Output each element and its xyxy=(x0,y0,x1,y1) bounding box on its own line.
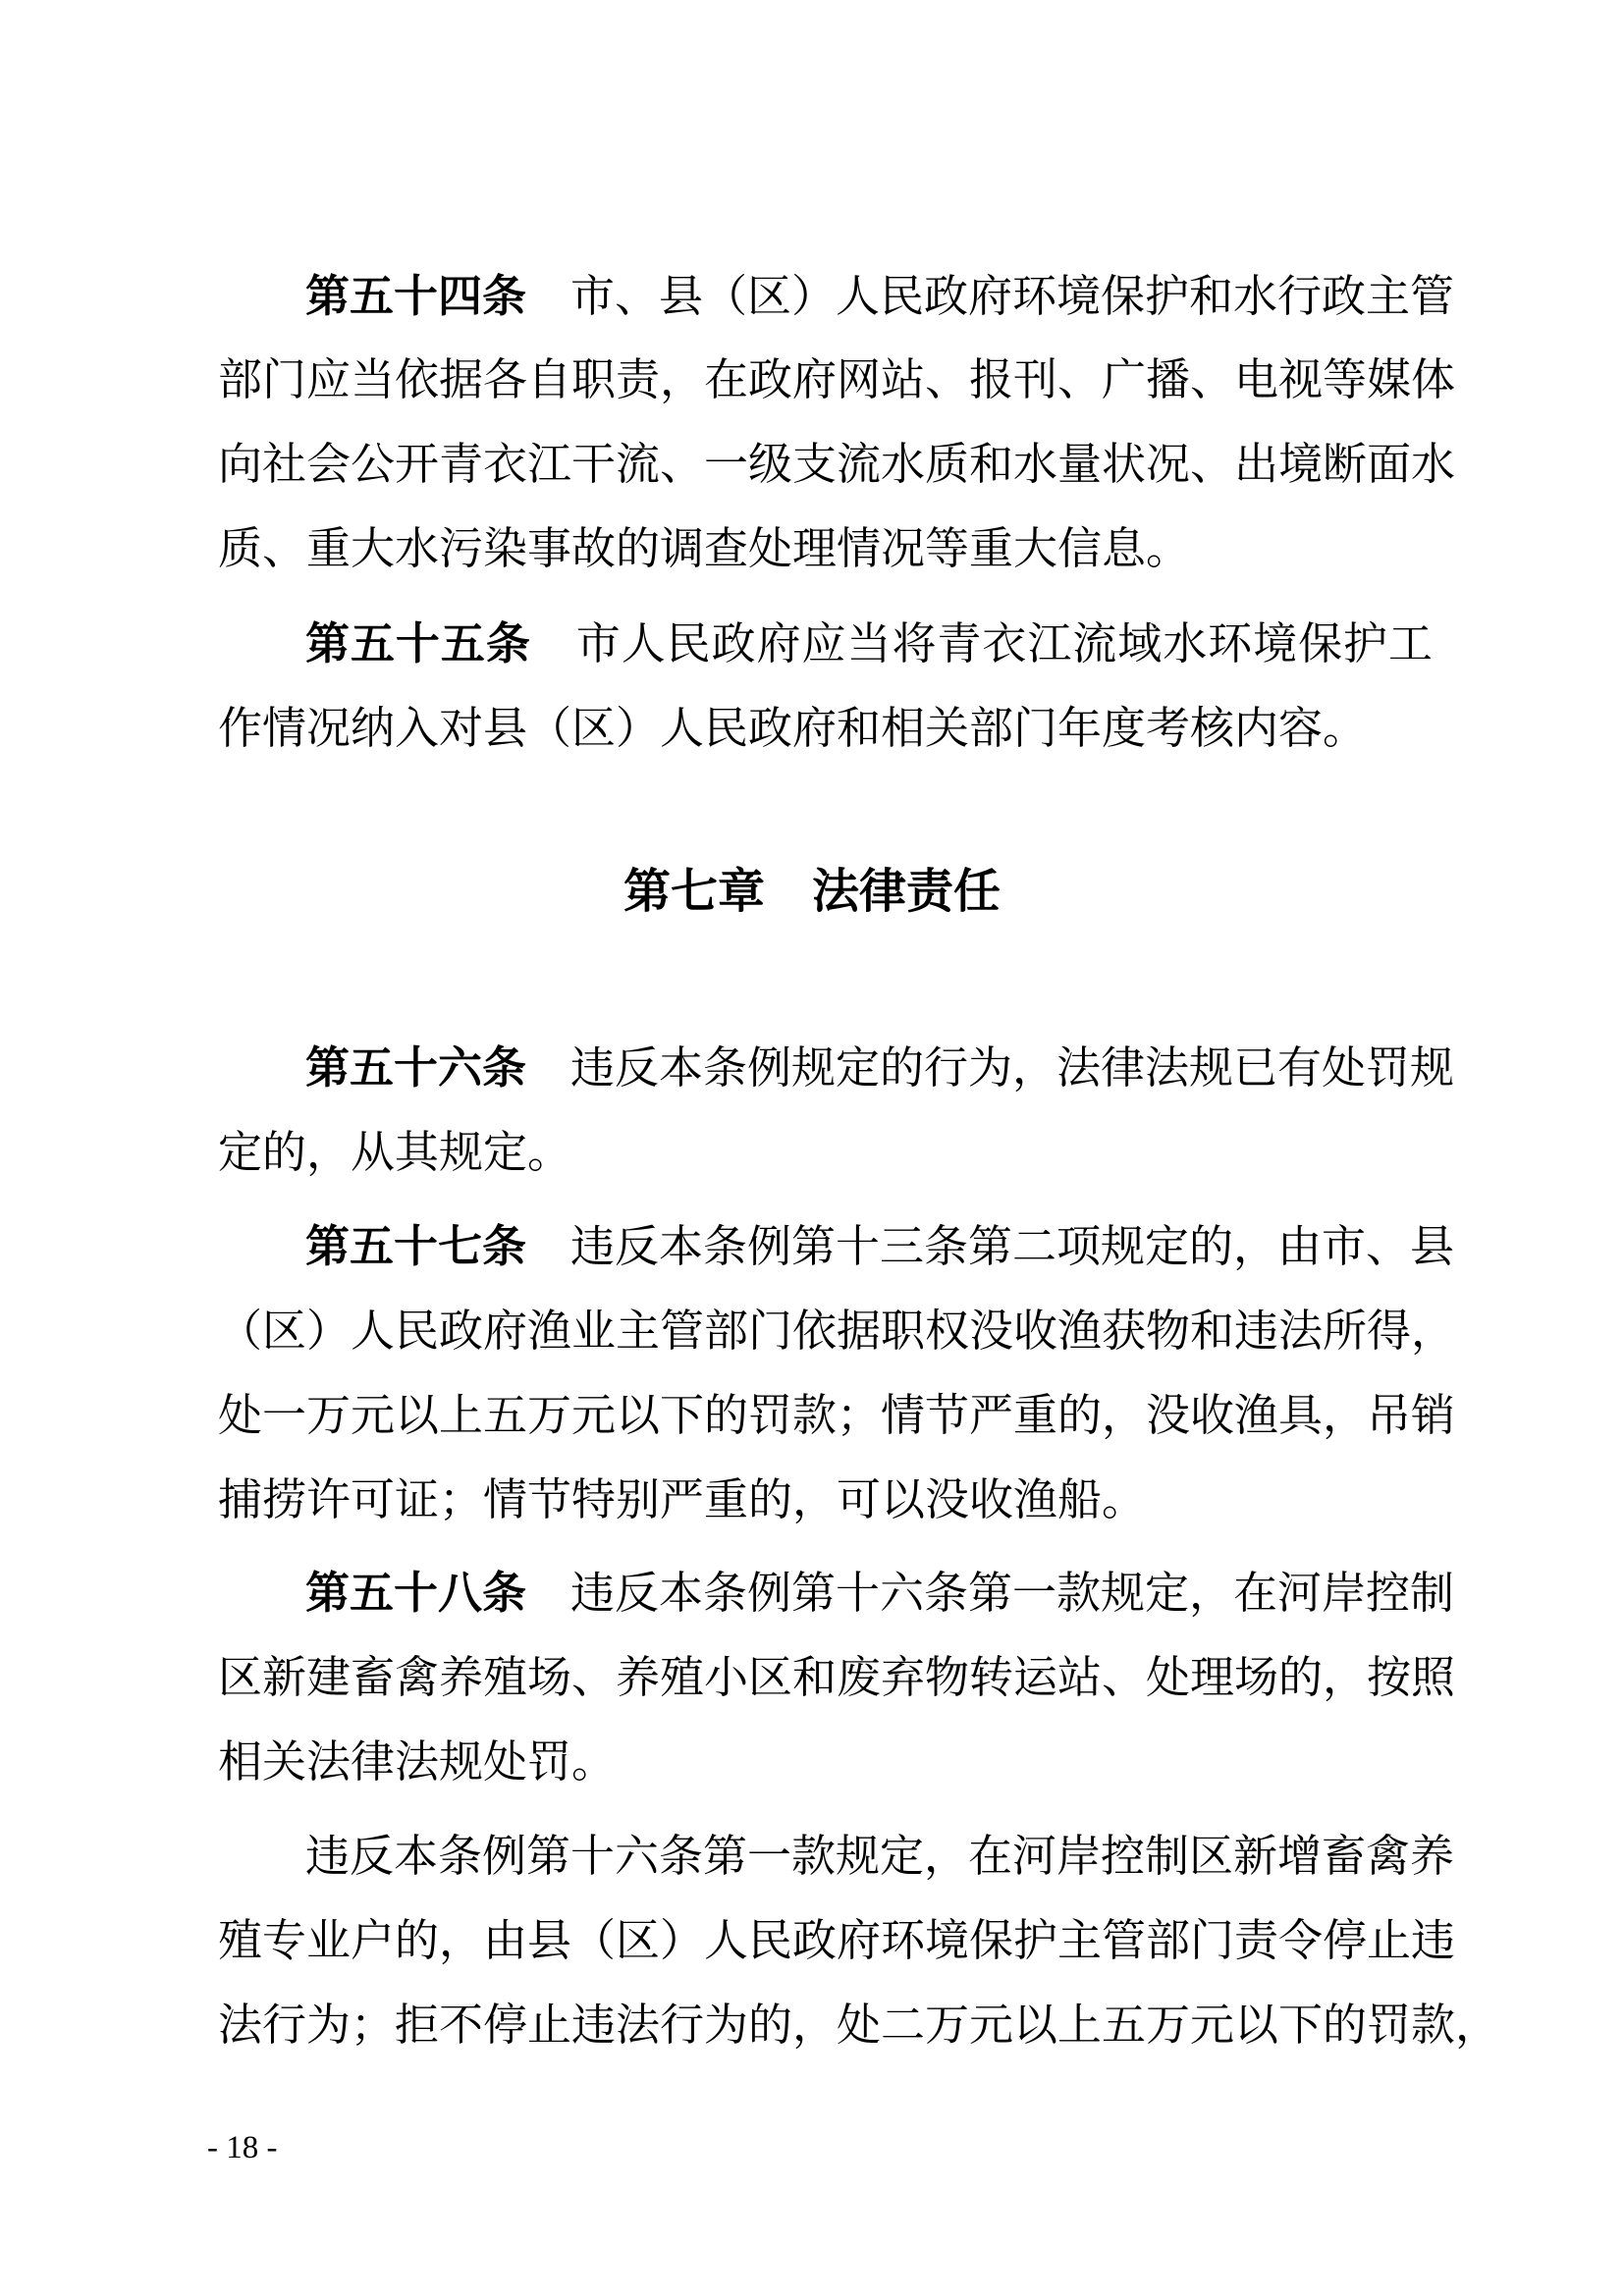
article-57-line-2: （区）人民政府渔业主管部门依据职权没收渔获物和违法所得， xyxy=(218,1305,1456,1357)
article-54-line-2: 部门应当依据各自职责，在政府网站、报刊、广播、电视等媒体 xyxy=(218,353,1456,405)
article-54-line-1 xyxy=(305,267,1455,326)
article-56-line-1 xyxy=(305,1039,1455,1097)
article-58-number: 第五十八条 xyxy=(305,1567,527,1619)
article-54-number: 第五十四条 xyxy=(305,270,527,322)
article-54-line-4: 质、重大水污染事故的调查处理情况等重大信息。 xyxy=(218,522,1191,574)
article-56-line-2: 定的，从其规定。 xyxy=(218,1126,572,1178)
chapter-number: 第七章 xyxy=(623,864,765,919)
article-58-line-2: 区新建畜禽养殖场、养殖小区和废弃物转运站、处理场的，按照 xyxy=(218,1651,1456,1703)
article-55-number: 第五十五条 xyxy=(305,617,531,669)
article-55-line-2: 作情况纳入对县（区）人民政府和相关部门年度考核内容。 xyxy=(218,702,1368,754)
page-number: - 18 - xyxy=(207,2130,278,2165)
article-57-text-1: 违反本条例第十三条第二项规定的，由市、县 xyxy=(570,1220,1455,1272)
article-55-line-1 xyxy=(305,614,1433,673)
article-56-number: 第五十六条 xyxy=(305,1041,527,1094)
article-57-number: 第五十七条 xyxy=(305,1220,527,1272)
article-54-text-1: 市、县（区）人民政府环境保护和水行政主管 xyxy=(570,270,1455,322)
article-58-line-3: 相关法律法规处罚。 xyxy=(218,1735,617,1788)
article-58-para2-line-3: 法行为；拒不停止违法行为的，处二万元以上五万元以下的罚款， xyxy=(218,1999,1500,2051)
article-56-text-1: 违反本条例规定的行为，法律法规已有处罚规 xyxy=(570,1041,1455,1094)
article-58-para2-line-2: 殖专业户的，由县（区）人民政府环境保护主管部门责令停止违 xyxy=(218,1914,1456,1966)
chapter-heading xyxy=(0,862,1624,921)
article-58-text-1: 违反本条例第十六条第一款规定，在河岸控制 xyxy=(570,1567,1455,1619)
article-58-para2-line-1: 违反本条例第十六条第一款规定，在河岸控制区新增畜禽养 xyxy=(305,1830,1455,1882)
article-57-line-1 xyxy=(305,1217,1455,1276)
article-55-text-1: 市人民政府应当将青衣江流域水环境保护工 xyxy=(574,617,1433,669)
chapter-title: 法律责任 xyxy=(812,864,1001,919)
article-57-line-4: 捕捞许可证；情节特别严重的，可以没收渔船。 xyxy=(218,1473,1147,1525)
article-58-line-1 xyxy=(305,1564,1455,1623)
article-57-line-3: 处一万元以上五万元以下的罚款；情节严重的，没收渔具，吊销 xyxy=(218,1389,1456,1441)
article-54-line-3: 向社会公开青衣江干流、一级支流水质和水量状况、出境断面水 xyxy=(218,438,1456,490)
